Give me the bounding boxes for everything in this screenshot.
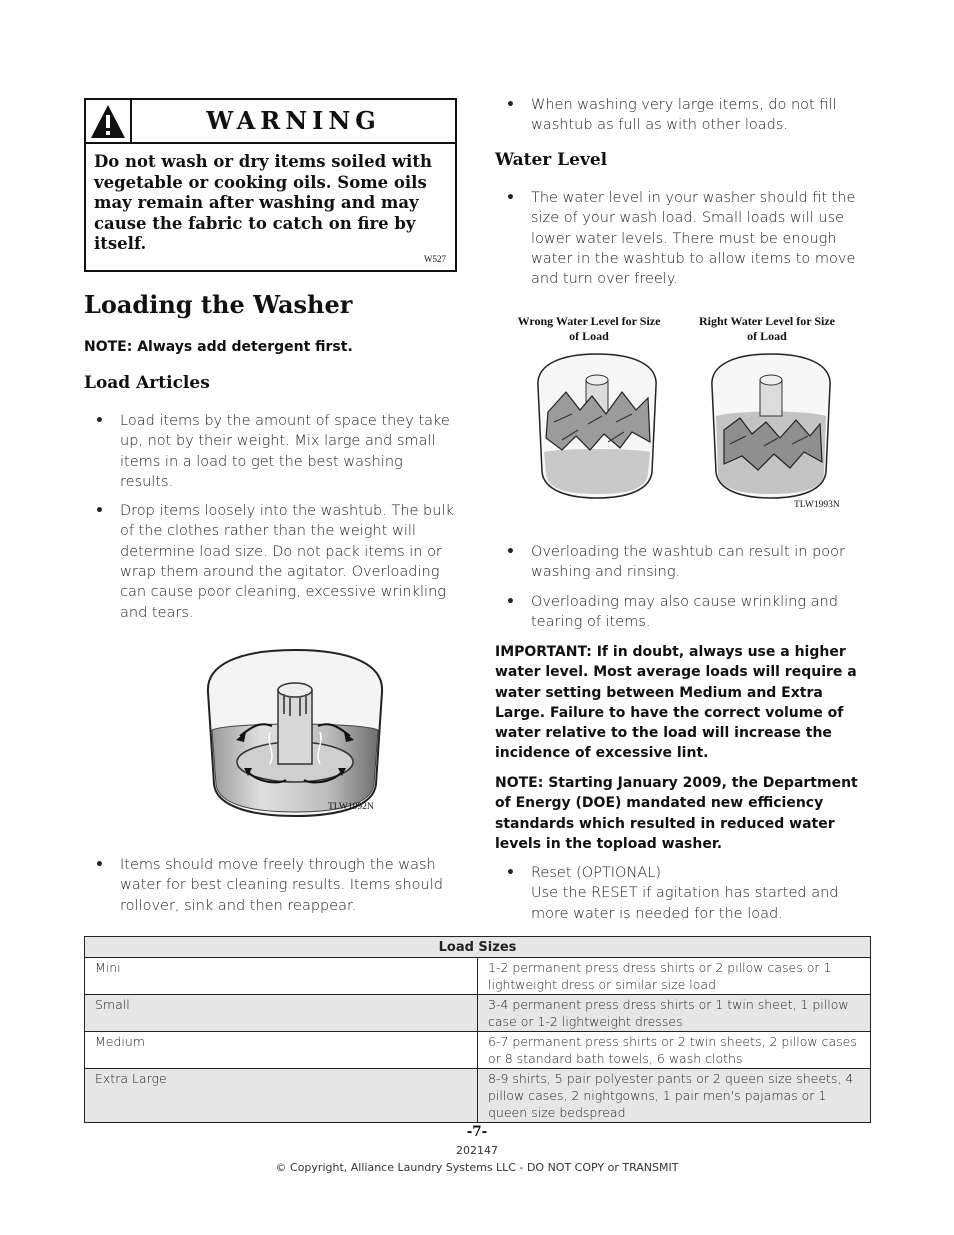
size-cell: Small: [85, 995, 478, 1032]
bullet-text: • Load items by the amount of space they take up, not by their weight. Mix large and small items in a load to get the best washing results.: [120, 413, 450, 490]
right-level-caption: Right Water Level for Size of Load: [699, 314, 835, 343]
warning-triangle-icon: [86, 100, 130, 142]
table-row: [85, 1032, 871, 1069]
reset-title: • Reset (OPTIONAL): [531, 865, 661, 881]
section-title: Loading the Washer: [84, 290, 353, 319]
list-item: [495, 592, 865, 633]
warning-header: [86, 100, 455, 144]
load-articles-list: [84, 411, 458, 632]
description-cell: 6-7 permanent press shirts or 2 twin sheets, 2 pillow cases or 8 standard bath towels, 6 wash cloths: [478, 1032, 871, 1069]
table-header-row: [85, 937, 871, 958]
size-cell: Mini: [85, 958, 478, 995]
wrong-level-caption: Wrong Water Level for Size of Load: [517, 314, 661, 343]
warning-text: Do not wash or dry items soiled with vegetable or cooking oils. Some oils may remain after washing and may cause the fabric to catch on fire by itself.: [94, 152, 432, 253]
figure-code: TLW1993N: [794, 500, 840, 510]
list-item: [495, 542, 865, 583]
list-item: [495, 863, 865, 924]
list-item: [84, 411, 458, 492]
water-level-list: [495, 188, 865, 298]
size-cell: Extra Large: [85, 1069, 478, 1123]
table-row: [85, 958, 871, 995]
note-doe-paragraph: NOTE: Starting January 2009, the Department of Energy (DOE) mandated new efficiency standards which resulted in reduced water levels in the topload washer.: [495, 775, 858, 852]
list-item: [84, 855, 458, 916]
important-paragraph: IMPORTANT: If in doubt, always use a higher water level. Most average loads will require a water setting between Medium and Extra Large. Failure to have the correct volume of water relative to the load will increase the incidence of excessive lint.: [495, 644, 857, 762]
page-number: -7-: [466, 1124, 488, 1140]
reset-list: [495, 863, 865, 933]
list-item: [495, 95, 865, 136]
table-row: [85, 995, 871, 1032]
warning-box: [84, 98, 457, 272]
right-top-list: [495, 95, 865, 145]
bullet-text: • Overloading the washtub can result in poor washing and rinsing.: [531, 544, 846, 581]
description-cell: 3-4 permanent press dress shirts or 1 twin sheet, 1 pillow case or 1-2 lightweight dresses: [478, 995, 871, 1032]
overload-list: [495, 542, 865, 641]
warning-code: W527: [424, 254, 446, 264]
size-cell: Medium: [85, 1032, 478, 1069]
warning-icon-cell: [86, 100, 132, 142]
load-sizes-table: [84, 936, 871, 1123]
water-level-figure: [516, 314, 866, 514]
copyright-notice: © Copyright, Alliance Laundry Systems LLC - DO NOT COPY or TRANSMIT: [275, 1161, 679, 1174]
description-cell: 8-9 shirts, 5 pair polyester pants or 2 queen size sheets, 4 pillow cases, 2 nightgowns, 1 pair men's pajamas or 1 queen size bedspread: [478, 1069, 871, 1123]
washtub-wrong-level-illustration: [532, 352, 662, 500]
bullet-text: • Items should move freely through the wash water for best cleaning results. Items should rollover, sink and then reappear.: [120, 857, 443, 914]
description-cell: 1-2 permanent press dress shirts or 2 pillow cases or 1 lightweight dress or similar size load: [478, 958, 871, 995]
bullet-text: • When washing very large items, do not fill washtub as full as with other loads.: [531, 97, 837, 134]
bullet-text: • The water level in your washer should fit the size of your wash load. Small loads will use lower water levels. There must be enough water in the washtub to allow items to move and turn over freely.: [531, 190, 856, 288]
list-item: [495, 188, 865, 289]
water-level-heading: Water Level: [495, 150, 608, 170]
load-articles-list-2: [84, 855, 458, 925]
bullet-text: • Overloading may also cause wrinkling and tearing of items.: [531, 593, 838, 630]
agitator-figure: [200, 644, 390, 819]
document-number: 202147: [456, 1144, 498, 1157]
note-detergent: NOTE: Always add detergent first.: [84, 339, 353, 355]
bullet-text: • Drop items loosely into the washtub. The bulk of the clothes rather than the weight will determine load size. Do not pack items in or wrap them around the agitator. Overloading can cause poor cleaning, excessive wrinkling and tears.: [120, 503, 454, 621]
washtub-agitator-illustration: [200, 644, 390, 819]
washtub-right-level-illustration: [706, 352, 836, 500]
table-row: [85, 1069, 871, 1123]
load-articles-heading: Load Articles: [84, 373, 210, 393]
table-header: Load Sizes: [85, 937, 871, 958]
warning-title: WARNING: [206, 106, 381, 135]
list-item: [84, 501, 458, 623]
figure-code: TLW1992N: [328, 802, 374, 812]
reset-text: Use the RESET if agitation has started and more water is needed for the load.: [531, 885, 839, 922]
